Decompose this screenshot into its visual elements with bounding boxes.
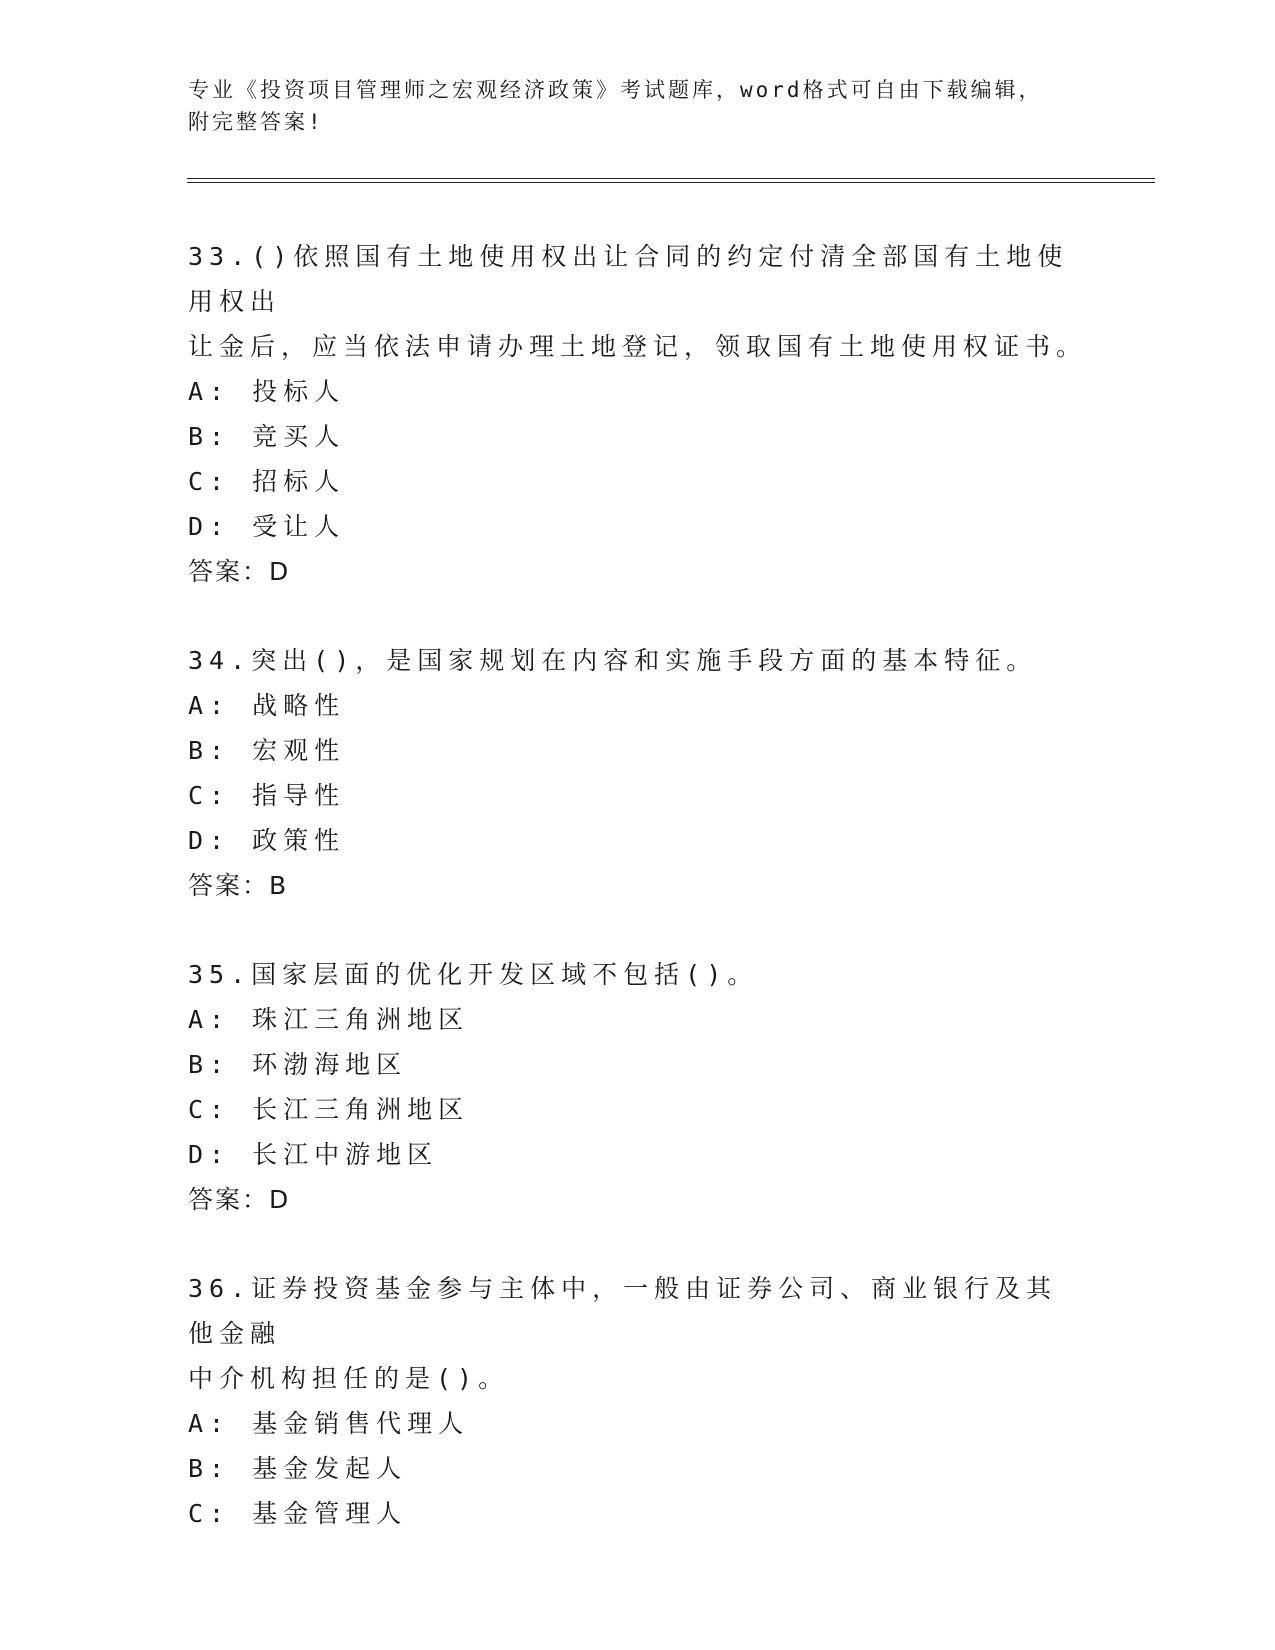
option-text: 竞买人 xyxy=(252,422,346,451)
option-text: 战略性 xyxy=(252,691,346,720)
option-b xyxy=(188,414,1088,459)
option-a xyxy=(188,1401,1088,1446)
answer-line: 答案：D xyxy=(188,1185,291,1214)
option-a xyxy=(188,369,1088,414)
option-text: 基金销售代理人 xyxy=(252,1409,470,1438)
option-text: 政策性 xyxy=(252,826,346,855)
question-list xyxy=(188,234,1088,1536)
option-letter: C: xyxy=(188,781,231,810)
option-c xyxy=(188,1087,1088,1132)
option-d xyxy=(188,1132,1088,1177)
option-letter: B: xyxy=(188,736,231,765)
option-letter: C: xyxy=(188,1095,231,1124)
question-stem-continued: 让金后，应当依法申请办理土地登记，领取国有土地使用权证书。 xyxy=(188,332,1088,361)
option-text: 珠江三角洲地区 xyxy=(252,1005,470,1034)
question-stem-continued: 中介机构担任的是()。 xyxy=(188,1364,510,1393)
option-letter: A: xyxy=(188,1409,231,1438)
answer-line: 答案：D xyxy=(188,557,291,586)
option-text: 长江中游地区 xyxy=(252,1140,439,1169)
option-c xyxy=(188,459,1088,504)
option-letter: A: xyxy=(188,377,231,406)
option-text: 招标人 xyxy=(252,467,346,496)
option-text: 投标人 xyxy=(252,377,346,406)
header-divider xyxy=(187,178,1155,183)
option-letter: D: xyxy=(188,826,231,855)
question-34 xyxy=(188,638,1088,908)
question-33 xyxy=(188,234,1088,594)
option-b xyxy=(188,728,1088,773)
option-letter: B: xyxy=(188,1050,231,1079)
option-letter: A: xyxy=(188,1005,231,1034)
option-d xyxy=(188,504,1088,549)
option-b xyxy=(188,1446,1088,1491)
option-letter: D: xyxy=(188,1140,231,1169)
header-line-2: 附完整答案! xyxy=(188,110,324,134)
question-stem: 34.突出()，是国家规划在内容和实施手段方面的基本特征。 xyxy=(188,646,1038,675)
option-b xyxy=(188,1042,1088,1087)
question-stem: 35.国家层面的优化开发区域不包括()。 xyxy=(188,960,759,989)
option-letter: B: xyxy=(188,1454,231,1483)
option-letter: C: xyxy=(188,1499,231,1528)
option-text: 环渤海地区 xyxy=(252,1050,408,1079)
option-text: 宏观性 xyxy=(252,736,346,765)
option-letter: D: xyxy=(188,512,231,541)
option-a xyxy=(188,997,1088,1042)
option-text: 受让人 xyxy=(252,512,346,541)
option-text: 基金管理人 xyxy=(252,1499,408,1528)
option-c xyxy=(188,1491,1088,1536)
question-stem: 33.()依照国有土地使用权出让合同的约定付清全部国有土地使用权出 xyxy=(188,242,1069,316)
question-stem: 36.证券投资基金参与主体中，一般由证券公司、商业银行及其他金融 xyxy=(188,1274,1058,1348)
option-text: 长江三角洲地区 xyxy=(252,1095,470,1124)
question-35 xyxy=(188,952,1088,1222)
answer-line: 答案：B xyxy=(188,871,289,900)
option-letter: C: xyxy=(188,467,231,496)
question-36 xyxy=(188,1266,1088,1536)
header-line-1: 专业《投资项目管理师之宏观经济政策》考试题库，word格式可自由下载编辑， xyxy=(188,78,1043,102)
option-d xyxy=(188,818,1088,863)
option-a xyxy=(188,683,1088,728)
option-text: 指导性 xyxy=(252,781,346,810)
option-text: 基金发起人 xyxy=(252,1454,408,1483)
option-letter: A: xyxy=(188,691,231,720)
option-letter: B: xyxy=(188,422,231,451)
option-c xyxy=(188,773,1088,818)
document-header xyxy=(188,74,1088,138)
